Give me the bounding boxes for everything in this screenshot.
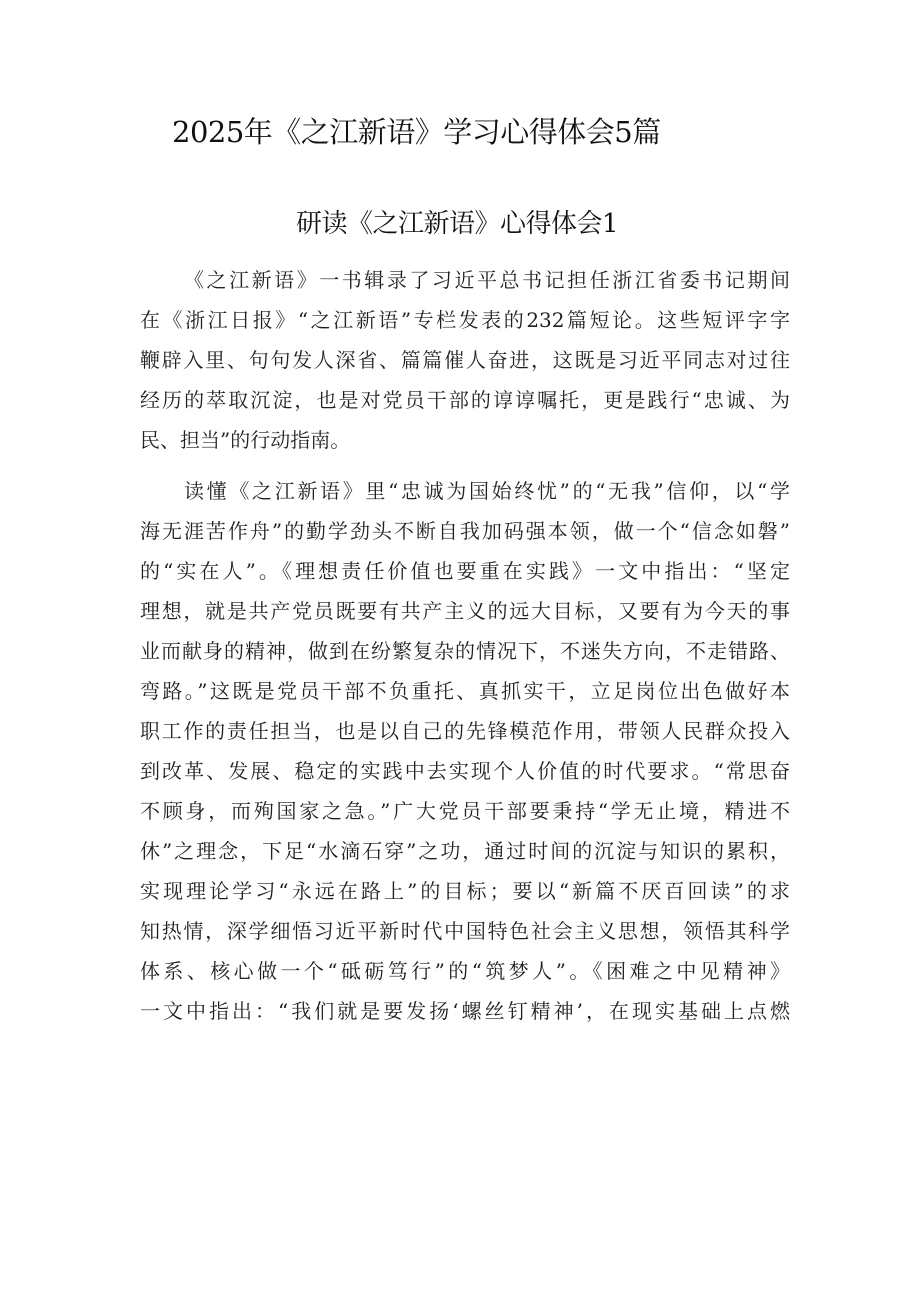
paragraph-line: 理想，就是共产党员既要有共产主义的远大目标，又要有为今天的事 [140, 599, 790, 623]
section-title: 研读《之江新语》心得体会1 [296, 209, 619, 239]
paragraph-line: 业而献身的精神，做到在纷繁复杂的情况下，不迷失方向，不走错路、 [140, 639, 790, 663]
paragraph-line: 弯路。”这既是党员干部不负重托、真抓实干，立足岗位出色做好本 [140, 679, 790, 703]
paragraph-line: 一文中指出：“我们就是要发扬‘螺丝钉精神’，在现实基础上点燃 [140, 999, 790, 1023]
paragraph-line: 职工作的责任担当，也是以自己的先锋模范作用，带领人民群众投入 [140, 719, 790, 743]
paragraph-line: 实现理论学习“永远在路上”的目标；要以“新篇不厌百回读”的求 [140, 879, 790, 903]
paragraph-line: 经历的萃取沉淀，也是对党员干部的谆谆嘱托，更是践行“忠诚、为 [140, 388, 790, 412]
document-title: 2025年《之江新语》学习心得体会5篇 [172, 115, 661, 149]
paragraph-line: 知热情，深学细悟习近平新时代中国特色社会主义思想，领悟其科学 [140, 919, 790, 943]
paragraph-line: 休”之理念，下足“水滴石穿”之功，通过时间的沉淀与知识的累积， [140, 839, 790, 863]
paragraph-line: 在《浙江日报》“之江新语”专栏发表的232篇短论。这些短评字字 [140, 308, 790, 332]
paragraph-line: 体系、核心做一个“砥砺笃行”的“筑梦人”。《困难之中见精神》 [140, 959, 790, 983]
paragraph-line: 鞭辟入里、句句发人深省、篇篇催人奋进，这既是习近平同志对过往 [140, 348, 790, 372]
paragraph-line: 民、担当”的行动指南。 [140, 428, 351, 452]
paragraph-line: 的“实在人”。《理想责任价值也要重在实践》一文中指出：“坚定 [140, 559, 790, 583]
paragraph-line: 《之江新语》一书辑录了习近平总书记担任浙江省委书记期间 [184, 268, 790, 292]
paragraph-line: 读懂《之江新语》里“忠诚为国始终忧”的“无我”信仰，以“学 [184, 479, 790, 503]
paragraph-line: 到改革、发展、稳定的实践中去实现个人价值的时代要求。“常思奋 [140, 759, 790, 783]
paragraph-1 [140, 260, 790, 460]
document-body [140, 260, 790, 1031]
paragraph-line: 海无涯苦作舟”的勤学劲头不断自我加码强本领，做一个“信念如磐” [140, 519, 790, 543]
paragraph-line: 不顾身，而殉国家之急。”广大党员干部要秉持“学无止境，精进不 [140, 799, 790, 823]
paragraph-2 [140, 471, 790, 1031]
paragraph-spacer [140, 460, 790, 471]
